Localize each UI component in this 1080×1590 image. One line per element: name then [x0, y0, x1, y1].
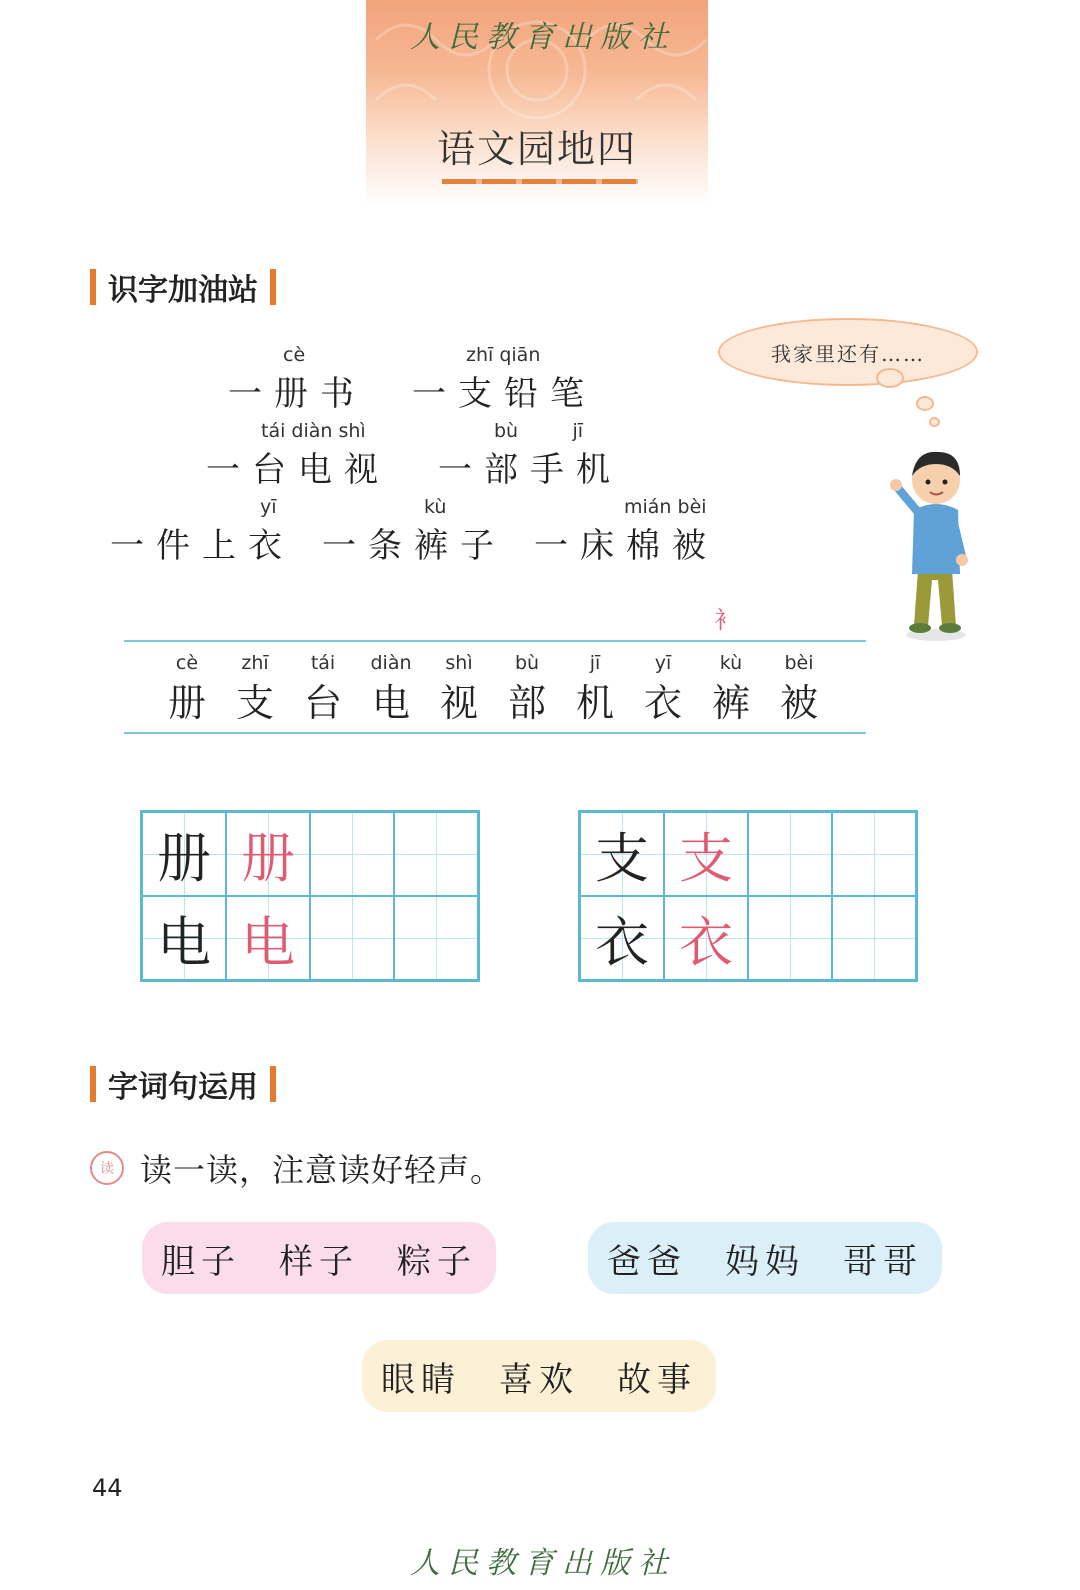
- word-group-pink: [142, 1222, 496, 1294]
- thought-bubble: 我家里还有……: [718, 318, 978, 386]
- exercise-instruction: 读一读，注意读好轻声。: [140, 1151, 504, 1189]
- char-pinyin: zhī: [241, 652, 269, 674]
- measure-phrase: 一支铅笔: [412, 374, 596, 414]
- char-pinyin: diàn: [370, 652, 412, 674]
- new-character: 支: [235, 681, 274, 725]
- section-bar-right: [270, 1066, 276, 1102]
- grid-cell-empty: [310, 896, 394, 980]
- word-item: 胆子: [161, 1241, 241, 1282]
- word-item: 爸爸: [607, 1241, 687, 1282]
- grid-cell-model: 支: [580, 812, 664, 896]
- pinyin-annotation: cè: [283, 344, 306, 366]
- boy-illustration: [890, 430, 980, 642]
- measure-phrase: 一台电视: [206, 450, 390, 490]
- measure-phrase: 一部手机: [438, 450, 622, 490]
- section-bar-left: [90, 269, 96, 305]
- new-character: 衣: [643, 681, 682, 725]
- grid-cell-empty: [832, 896, 916, 980]
- unit-title: 语文园地四: [436, 127, 637, 171]
- grid-cell-stroke: 支: [664, 812, 748, 896]
- grid-cell-stroke: 衣: [664, 896, 748, 980]
- pinyin-annotation: tái diàn shì: [261, 420, 366, 442]
- word-item: 样子: [279, 1241, 359, 1282]
- grid-cell-model: 电: [142, 896, 226, 980]
- bubble-dot: [929, 417, 940, 427]
- new-character: 部: [507, 681, 546, 725]
- strip-top-line: [124, 640, 866, 642]
- measure-phrase: 一件上衣: [110, 526, 294, 566]
- word-item: 粽子: [397, 1241, 477, 1282]
- measure-phrase: 一床棉被: [534, 526, 718, 566]
- radical-hint: 衤: [714, 606, 738, 634]
- publisher-logo: 人民教育出版社: [410, 20, 676, 55]
- pinyin-annotation: yī: [260, 496, 277, 518]
- grid-cell-stroke: 册: [226, 812, 310, 896]
- char-pinyin: jī: [589, 652, 601, 674]
- new-character: 视: [439, 681, 478, 725]
- word-item: 故事: [617, 1359, 697, 1400]
- title-underline: [442, 179, 638, 184]
- char-pinyin: yī: [654, 652, 672, 674]
- pinyin-annotation: kù: [424, 496, 447, 518]
- pinyin-annotation: bù jī: [494, 420, 584, 442]
- char-pinyin: bù: [514, 652, 540, 674]
- new-character: 台: [303, 681, 342, 725]
- word-item: 喜欢: [499, 1359, 579, 1400]
- pinyin-annotation: zhī qiān: [466, 344, 541, 366]
- grid-cell-empty: [832, 812, 916, 896]
- word-item: 哥哥: [843, 1241, 923, 1282]
- char-pinyin: shì: [445, 652, 473, 674]
- grid-cell-empty: [748, 812, 832, 896]
- read-icon-glyph: 读: [100, 1161, 114, 1177]
- new-character: 电: [371, 681, 410, 725]
- section-header-2: [90, 1062, 276, 1106]
- new-character: 机: [575, 681, 614, 725]
- word-item: 眼睛: [381, 1359, 461, 1400]
- measure-phrase: 一册书: [228, 374, 366, 414]
- grid-cell-stroke: 电: [226, 896, 310, 980]
- writing-grid-right: [578, 810, 918, 982]
- section-bar-right: [270, 269, 276, 305]
- grid-cell-empty: [394, 812, 478, 896]
- char-pinyin: bèi: [784, 652, 814, 674]
- new-character: 被: [779, 681, 818, 725]
- publisher-logo-footer: 人民教育出版社: [410, 1546, 676, 1581]
- section-title: 字词句运用: [108, 1070, 258, 1105]
- measure-phrase: 一条裤子: [322, 526, 506, 566]
- strip-bottom-line: [124, 732, 866, 734]
- section-header-1: [90, 265, 276, 309]
- char-pinyin: cè: [175, 652, 199, 674]
- grid-cell-empty: [748, 896, 832, 980]
- char-pinyin: tái: [310, 652, 336, 674]
- grid-cell-model: 册: [142, 812, 226, 896]
- writing-grid-left: [140, 810, 480, 982]
- grid-cell-model: 衣: [580, 896, 664, 980]
- page-number: 44: [92, 1474, 123, 1502]
- char-pinyin: kù: [719, 652, 743, 674]
- grid-cell-empty: [310, 812, 394, 896]
- grid-cell-empty: [394, 896, 478, 980]
- bubble-dot: [916, 396, 934, 411]
- read-aloud-icon: [90, 1151, 124, 1185]
- new-character: 裤: [711, 681, 750, 725]
- bubble-dot: [876, 368, 904, 388]
- word-item: 妈妈: [725, 1241, 805, 1282]
- section-title: 识字加油站: [108, 273, 258, 308]
- pinyin-annotation: mián bèi: [624, 496, 707, 518]
- word-group-yellow: [362, 1340, 716, 1412]
- section-bar-left: [90, 1066, 96, 1102]
- new-character: 册: [167, 681, 206, 725]
- word-group-blue: [588, 1222, 942, 1294]
